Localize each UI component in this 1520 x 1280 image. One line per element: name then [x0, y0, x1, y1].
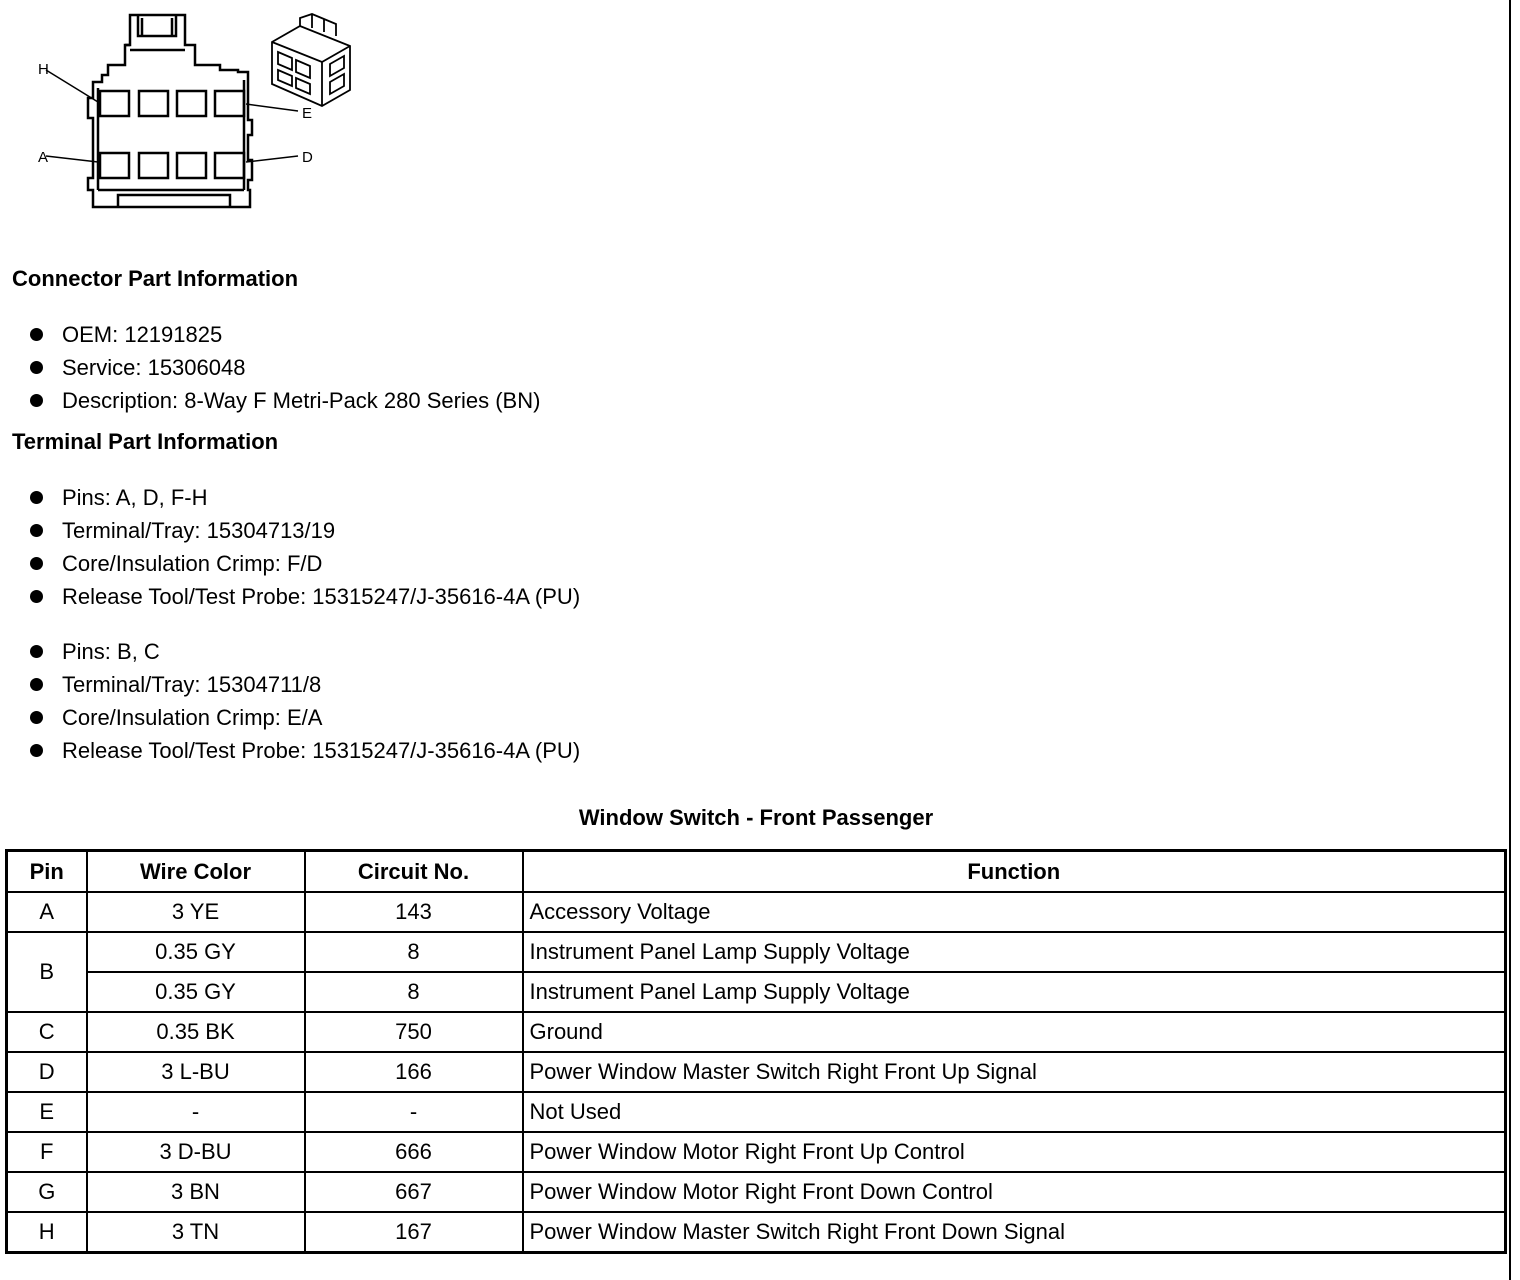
table-row — [7, 1132, 1506, 1172]
connector-inner-outline — [98, 80, 244, 207]
bullet-icon — [30, 744, 43, 757]
column-header-function: Function — [523, 851, 1506, 893]
function-cell: Instrument Panel Lamp Supply Voltage — [523, 972, 1506, 1012]
bullet-icon — [30, 678, 43, 691]
function-cell: Accessory Voltage — [523, 892, 1506, 932]
bullet-icon — [30, 711, 43, 724]
column-header-pin: Pin — [7, 851, 87, 893]
wire-color-cell: 0.35 BK — [87, 1012, 305, 1052]
wire-color-cell: 3 TN — [87, 1212, 305, 1253]
circuit-cell: 8 — [305, 972, 523, 1012]
connector-diagram — [30, 10, 370, 215]
bullet-icon — [30, 491, 43, 504]
list-item: Release Tool/Test Probe: 15315247/J-35616-4A (PU) — [28, 734, 580, 767]
pin-label-d: D — [302, 149, 313, 166]
table-row — [7, 1012, 1506, 1052]
leader-line-d — [246, 156, 298, 162]
function-cell: Not Used — [523, 1092, 1506, 1132]
connector-part-info-heading: Connector Part Information — [12, 266, 299, 291]
bullet-icon — [30, 645, 43, 658]
pin-cell: B — [7, 932, 87, 1012]
circuit-cell: 8 — [305, 932, 523, 972]
cavity-e — [215, 91, 244, 116]
wire-color-cell: 3 YE — [87, 892, 305, 932]
wire-color-cell: 3 BN — [87, 1172, 305, 1212]
cavity-d — [215, 153, 244, 178]
pin-label-h: H — [38, 61, 49, 78]
list-item: Terminal/Tray: 15304711/8 — [28, 668, 580, 701]
table-row — [7, 1052, 1506, 1092]
pin-cell: A — [7, 892, 87, 932]
table-header-row — [7, 851, 1506, 893]
leader-line-e — [246, 104, 298, 111]
list-item: Pins: B, C — [28, 635, 580, 668]
function-cell: Ground — [523, 1012, 1506, 1052]
list-item: Pins: A, D, F-H — [28, 481, 580, 514]
function-cell: Power Window Motor Right Front Up Control — [523, 1132, 1506, 1172]
wire-color-cell: 3 D-BU — [87, 1132, 305, 1172]
bullet-icon — [30, 361, 43, 374]
circuit-cell: 666 — [305, 1132, 523, 1172]
list-item: Description: 8-Way F Metri-Pack 280 Series (BN) — [28, 384, 540, 417]
table-row — [7, 972, 1506, 1012]
column-header-circuit: Circuit No. — [305, 851, 523, 893]
wire-color-cell: 0.35 GY — [87, 972, 305, 1012]
connector-latch — [125, 15, 185, 50]
bullet-icon — [30, 590, 43, 603]
table-row — [7, 892, 1506, 932]
cavity-f — [177, 91, 206, 116]
table-row — [7, 932, 1506, 972]
circuit-cell: - — [305, 1092, 523, 1132]
cavity-c — [177, 153, 206, 178]
pin-cell: D — [7, 1052, 87, 1092]
pinout-table — [5, 849, 1507, 1254]
terminal-part-info-heading: Terminal Part Information — [12, 429, 279, 454]
function-cell: Power Window Motor Right Front Down Control — [523, 1172, 1506, 1212]
right-border-rule — [1509, 0, 1511, 1280]
terminal-group-2-list — [28, 635, 580, 767]
list-item: Core/Insulation Crimp: F/D — [28, 547, 580, 580]
list-item: Service: 15306048 — [28, 351, 540, 384]
list-item: Release Tool/Test Probe: 15315247/J-35616-4A (PU) — [28, 580, 580, 613]
circuit-cell: 143 — [305, 892, 523, 932]
cavity-b — [139, 153, 168, 178]
pin-cell: F — [7, 1132, 87, 1172]
table-title: Window Switch - Front Passenger — [578, 805, 934, 830]
table-row — [7, 1172, 1506, 1212]
table-row — [7, 1092, 1506, 1132]
pin-cell: H — [7, 1212, 87, 1253]
circuit-cell: 166 — [305, 1052, 523, 1092]
circuit-cell: 750 — [305, 1012, 523, 1052]
leader-line-h — [46, 70, 98, 102]
bullet-icon — [30, 524, 43, 537]
cavity-g — [139, 91, 168, 116]
list-item: Core/Insulation Crimp: E/A — [28, 701, 580, 734]
function-cell: Power Window Master Switch Right Front Up Signal — [523, 1052, 1506, 1092]
connector-part-info-list — [28, 318, 540, 417]
pin-cell: E — [7, 1092, 87, 1132]
pin-cell: C — [7, 1012, 87, 1052]
wire-color-cell: - — [87, 1092, 305, 1132]
list-item: OEM: 12191825 — [28, 318, 540, 351]
wire-color-cell: 3 L-BU — [87, 1052, 305, 1092]
pin-label-e: E — [302, 105, 313, 122]
circuit-cell: 167 — [305, 1212, 523, 1253]
pin-label-a: A — [38, 149, 49, 166]
table-row — [7, 1212, 1506, 1253]
column-header-wire-color: Wire Color — [87, 851, 305, 893]
leader-line-a — [46, 156, 98, 162]
list-item: Terminal/Tray: 15304713/19 — [28, 514, 580, 547]
terminal-group-1-list — [28, 481, 580, 613]
bullet-icon — [30, 557, 43, 570]
pin-cell: G — [7, 1172, 87, 1212]
wire-color-cell: 0.35 GY — [87, 932, 305, 972]
bullet-icon — [30, 328, 43, 341]
function-cell: Power Window Master Switch Right Front Down Signal — [523, 1212, 1506, 1253]
bullet-icon — [30, 394, 43, 407]
circuit-cell: 667 — [305, 1172, 523, 1212]
connector-isometric-thumbnail — [272, 14, 350, 106]
function-cell: Instrument Panel Lamp Supply Voltage — [523, 932, 1506, 972]
cavity-h — [100, 91, 129, 116]
cavity-a — [100, 153, 129, 178]
